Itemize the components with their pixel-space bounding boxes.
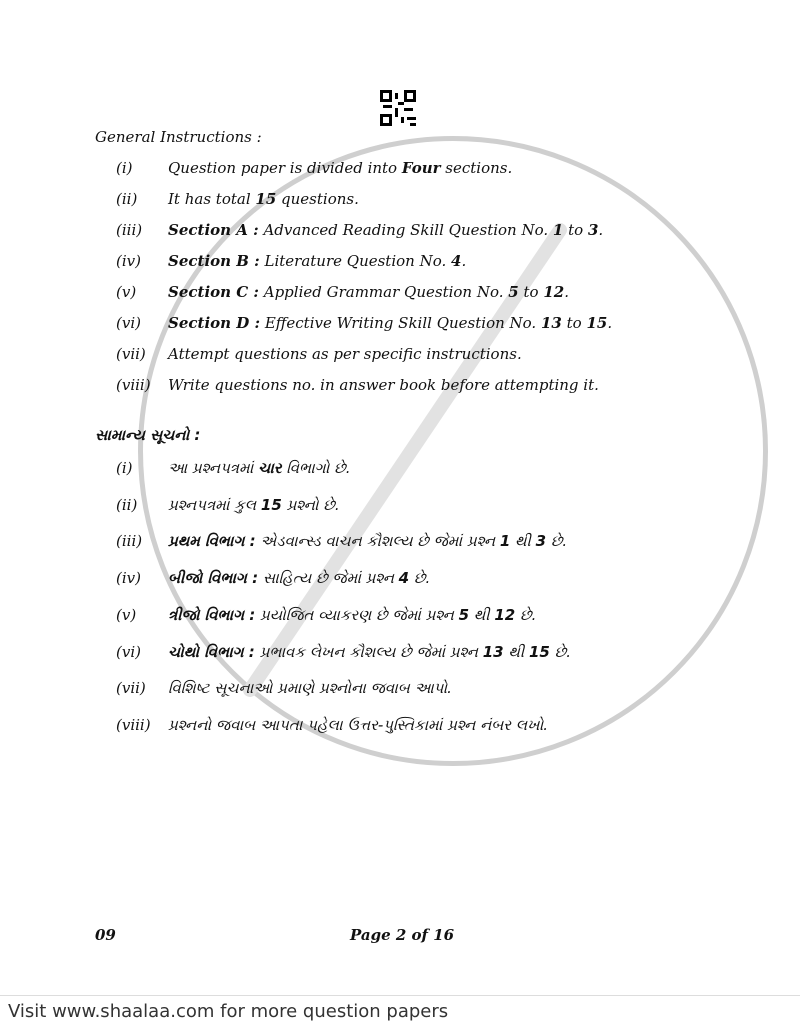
item-text — [168, 716, 548, 734]
item-text — [168, 532, 567, 550]
instruction-item — [0, 679, 800, 701]
bold-text: 13 — [482, 642, 504, 661]
item-number: (iii) — [116, 532, 143, 551]
instruction-item — [0, 643, 800, 665]
instruction-item — [0, 283, 800, 305]
qr-code-icon — [380, 90, 416, 126]
text-segment: છે. — [546, 532, 568, 551]
text-segment: . — [564, 283, 569, 301]
gujarati-instructions-heading: સામાન્ય સૂચનો : — [95, 426, 201, 444]
text-segment: થી — [503, 642, 529, 661]
instruction-item — [0, 606, 800, 628]
item-number: (iii) — [116, 221, 143, 239]
item-text — [168, 190, 359, 208]
item-text — [168, 679, 452, 697]
text-segment: પ્રશ્નપત્રમાં કુલ — [168, 495, 261, 514]
promo-banner — [0, 995, 800, 1036]
page-number: Page 2 of 16 — [350, 926, 455, 944]
bold-text: 4 — [398, 569, 410, 588]
instruction-item — [0, 190, 800, 212]
text-segment: પ્રયોજિત વ્યાકરણ છે જેમાં પ્રશ્ન — [255, 605, 459, 624]
paper-code: 09 — [95, 926, 116, 944]
instruction-item — [0, 345, 800, 367]
text-segment: પ્રભાવક લેખન કૌશલ્ય છે જેમાં પ્રશ્ન — [254, 642, 483, 661]
bold-text: 3 — [535, 532, 547, 551]
bold-text: 1 — [499, 532, 511, 551]
bold-text: Section C : — [168, 283, 259, 301]
item-number: (i) — [116, 159, 133, 177]
item-text — [168, 606, 536, 624]
text-segment: to — [563, 221, 588, 239]
bold-text: ચાર — [258, 459, 282, 477]
text-segment: વિભાગો છે. — [281, 459, 351, 477]
item-number: (iv) — [116, 569, 141, 588]
instruction-item — [0, 376, 800, 398]
item-number: (v) — [116, 283, 137, 301]
text-segment: સાહિત્ય છે જેમાં પ્રશ્ન — [258, 569, 399, 588]
text-segment: પ્રશ્નો છે. — [281, 495, 340, 514]
text-segment: એડવાન્સ્ડ વાચન કૌશલ્ય છે જેમાં પ્રશ્ન — [255, 532, 500, 551]
item-number: (ii) — [116, 495, 138, 514]
text-segment: Applied Grammar Question No. — [258, 283, 509, 301]
item-text — [168, 221, 603, 239]
instruction-item — [0, 532, 800, 554]
item-number: (i) — [116, 459, 133, 477]
bold-text: Four — [401, 159, 441, 177]
bold-text: ત્રીજો વિભાગ : — [168, 605, 256, 624]
text-segment: થી — [469, 605, 495, 624]
bold-text: 5 — [508, 283, 519, 301]
item-text — [168, 314, 612, 332]
item-number: (v) — [116, 605, 137, 624]
item-number: (vi) — [116, 642, 141, 661]
text-segment: છે. — [549, 642, 571, 661]
text-segment: Effective Writing Skill Question No. — [260, 314, 541, 332]
promo-banner-text: Visit www.shaalaa.com for more question papers — [8, 1001, 449, 1022]
bold-text: 3 — [587, 221, 599, 239]
text-segment: વિશિષ્ટ સૂચનાઓ પ્રમાણે પ્રશ્નોના જવાબ આપો. — [168, 679, 452, 698]
item-number: (vi) — [116, 314, 141, 332]
item-text — [168, 496, 340, 514]
bold-text: 13 — [540, 314, 562, 332]
instruction-item — [0, 159, 800, 181]
text-segment: to — [561, 314, 587, 332]
instruction-item — [0, 496, 800, 518]
text-segment: આ પ્રશ્નપત્રમાં — [168, 459, 259, 477]
text-segment: sections. — [440, 159, 513, 177]
instruction-item — [0, 569, 800, 591]
bold-text: 15 — [255, 190, 277, 208]
bold-text: 12 — [543, 283, 565, 301]
item-number: (vii) — [116, 345, 146, 363]
item-text — [168, 159, 512, 177]
text-segment: . — [598, 221, 604, 239]
item-text — [168, 643, 571, 661]
item-number: (viii) — [116, 715, 151, 734]
bold-text: 4 — [451, 252, 462, 270]
text-segment: to — [518, 283, 544, 301]
text-segment: It has total — [168, 190, 256, 208]
instruction-item — [0, 221, 800, 243]
text-segment: Write questions no. in answer book before attempting it. — [168, 376, 599, 394]
item-text — [168, 376, 599, 394]
bold-text: 15 — [528, 642, 550, 661]
item-text — [168, 283, 569, 301]
text-segment: Literature Question No. — [259, 252, 452, 270]
text-segment: Question paper is divided into — [168, 159, 402, 177]
text-segment: questions. — [276, 190, 359, 208]
bold-text: Section D : — [168, 314, 261, 332]
item-text — [168, 569, 430, 587]
item-text — [168, 252, 466, 270]
bold-text: 15 — [260, 495, 282, 514]
bold-text: ચોથો વિભાગ : — [168, 642, 255, 661]
bold-text: 1 — [552, 221, 564, 239]
item-number: (iv) — [116, 252, 141, 270]
item-number: (viii) — [116, 376, 151, 394]
instruction-item — [0, 716, 800, 738]
bold-text: પ્રથમ વિભાગ : — [168, 532, 256, 551]
text-segment: Advanced Reading Skill Question No. — [258, 221, 553, 239]
instruction-item — [0, 252, 800, 274]
item-text — [168, 459, 351, 477]
text-segment: છે. — [409, 569, 431, 588]
text-segment: Attempt questions as per specific instructions. — [168, 345, 522, 363]
bold-text: Section A : — [168, 221, 259, 239]
bold-text: Section B : — [168, 252, 260, 270]
text-segment: છે. — [515, 605, 537, 624]
bold-text: 15 — [586, 314, 608, 332]
bold-text: બીજો વિભાગ : — [168, 569, 259, 588]
english-instructions-heading: General Instructions : — [95, 128, 262, 146]
bold-text: 5 — [458, 605, 470, 624]
item-number: (vii) — [116, 679, 146, 698]
text-segment: . — [607, 314, 613, 332]
item-text — [168, 345, 522, 363]
text-segment: થી — [510, 532, 536, 551]
instruction-item — [0, 459, 800, 481]
item-number: (ii) — [116, 190, 138, 208]
bold-text: 12 — [494, 605, 516, 624]
text-segment: . — [461, 252, 467, 270]
text-segment: પ્રશ્નનો જવાબ આપતા પહેલા ઉત્તર-પુસ્તિકામાં પ્રશ્ન નંબર લખો. — [168, 715, 548, 734]
instruction-item — [0, 314, 800, 336]
